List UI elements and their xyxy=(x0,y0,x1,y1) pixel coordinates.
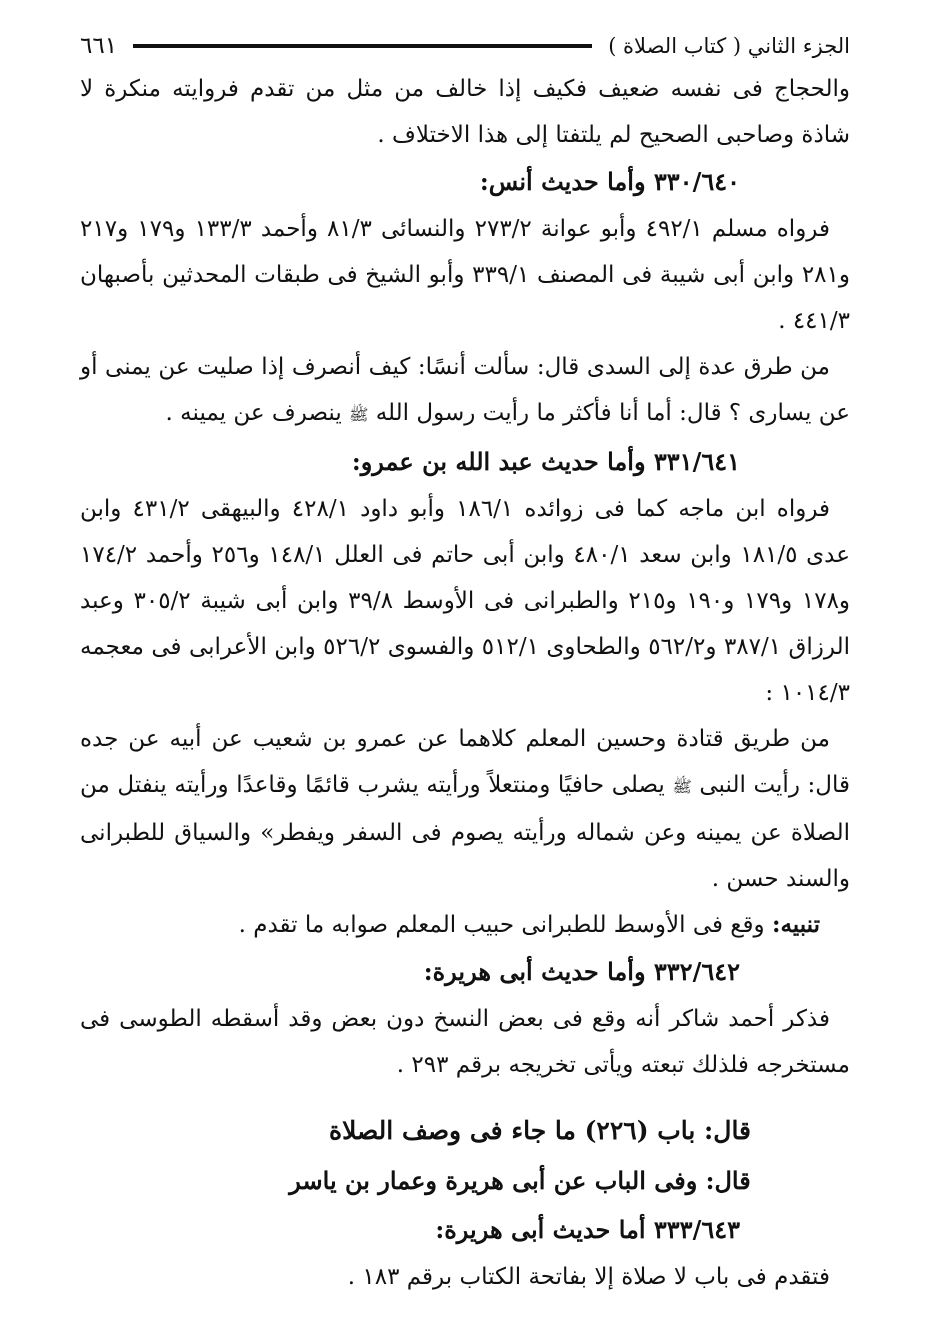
page-number: ٦٦١ xyxy=(80,33,118,59)
paragraph-3-text-b: ينصرف عن يمينه . xyxy=(165,400,342,426)
paragraph-5-text-a: من طريق قتادة وحسين المعلم كلاهما عن عمرو بن شعيب عن أبيه عن جده قال: رأيت النبى xyxy=(80,726,850,798)
page-header xyxy=(80,26,850,66)
note-label: تنبيه: xyxy=(771,911,820,938)
paragraph-3 xyxy=(80,344,850,438)
salutation-glyph: ﷺ xyxy=(672,777,692,796)
hadith-heading-640: ٣٣٠/٦٤٠ وأما حديث أنس: xyxy=(479,167,740,196)
paragraph-6: فذكر أحمد شاكر أنه وقع فى بعض النسخ دون بعض وقد أسقطه الطوسى فى مستخرجه فلذلك تبعته ويأتى تخريجه برقم ٢٩٣ . xyxy=(80,1006,850,1078)
running-title: الجزء الثاني ( كتاب الصلاة ) xyxy=(608,34,850,58)
note-text: وقع فى الأوسط للطبرانى حبيب المعلم صوابه ما تقدم . xyxy=(238,912,765,938)
header-rule xyxy=(133,44,592,48)
paragraph-5-text-b: يصلى حافيًا ومنتعلاً ورأيته يشرب قائمًا وقاعدًا ورأيته ينفتل من الصلاة عن يمينه وعن شماله ورأيته يصوم فى السفر ويفطر» والسياق للطبرانى والسند حسن . xyxy=(80,772,850,892)
book-page xyxy=(80,26,850,1300)
paragraph-2: فرواه مسلم ٤٩٢/١ وأبو عوانة ٢٧٣/٢ والنسائى ٨١/٣ وأحمد ١٣٣/٣ و١٧٩ و٢١٧ و٢٨١ وابن أبى شيبة فى المصنف ٣٣٩/١ وأبو الشيخ فى طبقات المحدثين بأصبهان ٤٤١/٣ . xyxy=(80,216,850,334)
paragraph-1: والحجاج فى نفسه ضعيف فكيف إذا خالف من مثل من تقدم فروايته منكرة لا شاذة وصاحبى الصحيح لم يلتفتا إلى هذا الاختلاف . xyxy=(80,76,850,148)
hadith-heading-641: ٣٣١/٦٤١ وأما حديث عبد الله بن عمرو: xyxy=(351,447,740,476)
paragraph-4: فرواه ابن ماجه كما فى زوائده ١٨٦/١ وأبو داود ٤٢٨/١ والبيهقى ٤٣١/٢ وابن عدى ١٨١/٥ وابن سعد ٤٨٠/١ وابن أبى حاتم فى العلل ١٤٨/١ و٢٥٦ وأحمد ١٧٤/٢ و١٧٨ و١٧٩ و١٩٠ و٢١٥ والطبرانى فى الأوسط ٣٩/٨ وابن أبى شيبة ٣٠٥/٢ وعبد الرزاق ٣٨٧/١ و٥٦٢/٢ والطحاوى ٥١٢/١ والفسوى ٥٢٦/٢ وابن الأعرابى فى معجمه ١٠١٤/٣ : xyxy=(80,496,851,706)
chapter-title: قال: باب (٢٢٦) ما جاء فى وصف الصلاة xyxy=(328,1116,752,1145)
chapter-subtitle: قال: وفى الباب عن أبى هريرة وعمار بن ياسر xyxy=(289,1166,751,1195)
paragraph-5 xyxy=(80,716,850,902)
note-paragraph xyxy=(80,902,850,948)
paragraph-7: فتقدم فى باب لا صلاة إلا بفاتحة الكتاب برقم ١٨٣ . xyxy=(347,1264,830,1290)
paragraph-3-text-a: من طرق عدة إلى السدى قال: سألت أنسًا: كيف أنصرف إذا صليت عن يمنى أو عن يسارى ؟ قال: أما أنا فأكثر ما رأيت رسول الله xyxy=(80,354,850,426)
hadith-heading-642: ٣٣٢/٦٤٢ وأما حديث أبى هريرة: xyxy=(423,957,740,986)
salutation-glyph: ﷺ xyxy=(349,405,369,424)
hadith-heading-643: ٣٣٣/٦٤٣ أما حديث أبى هريرة: xyxy=(435,1215,740,1244)
